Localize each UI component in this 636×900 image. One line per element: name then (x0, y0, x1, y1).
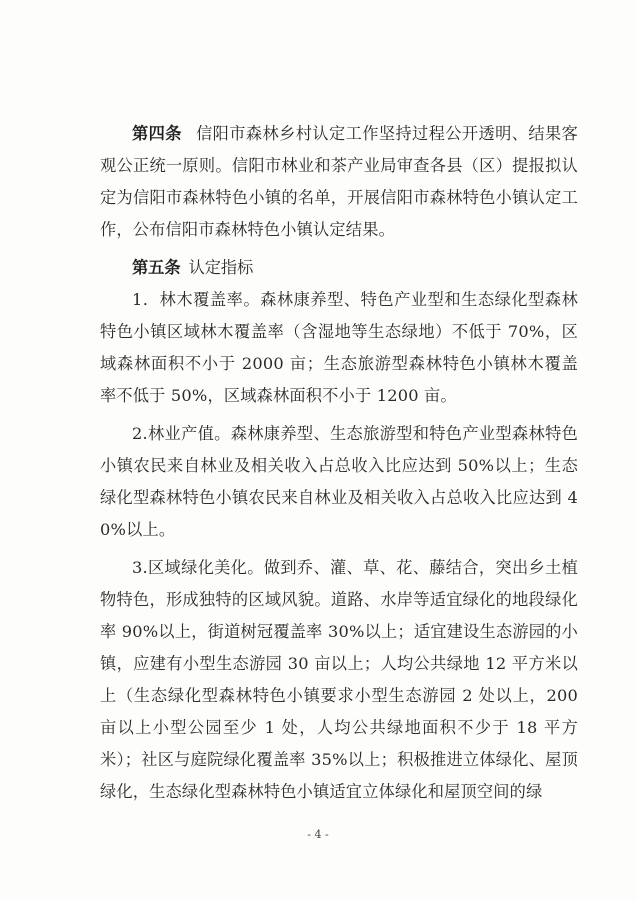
article-4-text: 信阳市森林乡村认定工作坚持过程公开透明、结果客观公正统一原则。信阳市林业和茶产业局审查各县（区）提报拟认定为信阳市森林特色小镇的名单，开展信阳市森林特色小镇认定工作，公布信阳市森林特色小镇认定结果。 (100, 124, 578, 239)
document-body (100, 118, 578, 808)
article-5-label: 第五条 (132, 258, 181, 277)
article-5-title: 认定指标 (188, 258, 254, 277)
article-5-heading (100, 252, 578, 284)
page-number: - 4 - (307, 828, 329, 841)
item-2-paragraph: 2.林业产值。森林康养型、生态旅游型和特色产业型森林特色小镇农民来自林业及相关收入占总收入比应达到 50%以上；生态绿化型森林特色小镇农民来自林业及相关收入占总收入比应达到 40%以上。 (100, 424, 578, 539)
item-3-paragraph: 3.区域绿化美化。做到乔、灌、草、花、藤结合，突出乡土植物特色，形成独特的区域风貌。道路、水岸等适宜绿化的地段绿化率 90%以上，街道树冠覆盖率 30%以上；适宜建设生态游园的小镇，应建有小型生态游园 30 亩以上；人均公共绿地 12 平方米以上（生态绿化型森林特色小镇要求小型生态游园 2 处以上，200 亩以上小型公园至少 1 处，人均公共绿地面积不少于 18 平方米）；社区与庭院绿化覆盖率 35%以上；积极推进立体绿化、屋顶绿化，生态绿化型森林特色小镇适宜立体绿化和屋顶空间的绿 (100, 558, 578, 801)
item-1-paragraph: 1．林木覆盖率。森林康养型、特色产业型和生态绿化型森林特色小镇区域林木覆盖率（含湿地等生态绿地）不低于 70%，区域森林面积不小于 2000 亩；生态旅游型森林特色小镇林木覆盖率不低于 50%，区域森林面积不小于 1200 亩。 (100, 290, 578, 405)
article-4-paragraph (100, 118, 578, 246)
article-4-label: 第四条 (132, 124, 182, 143)
